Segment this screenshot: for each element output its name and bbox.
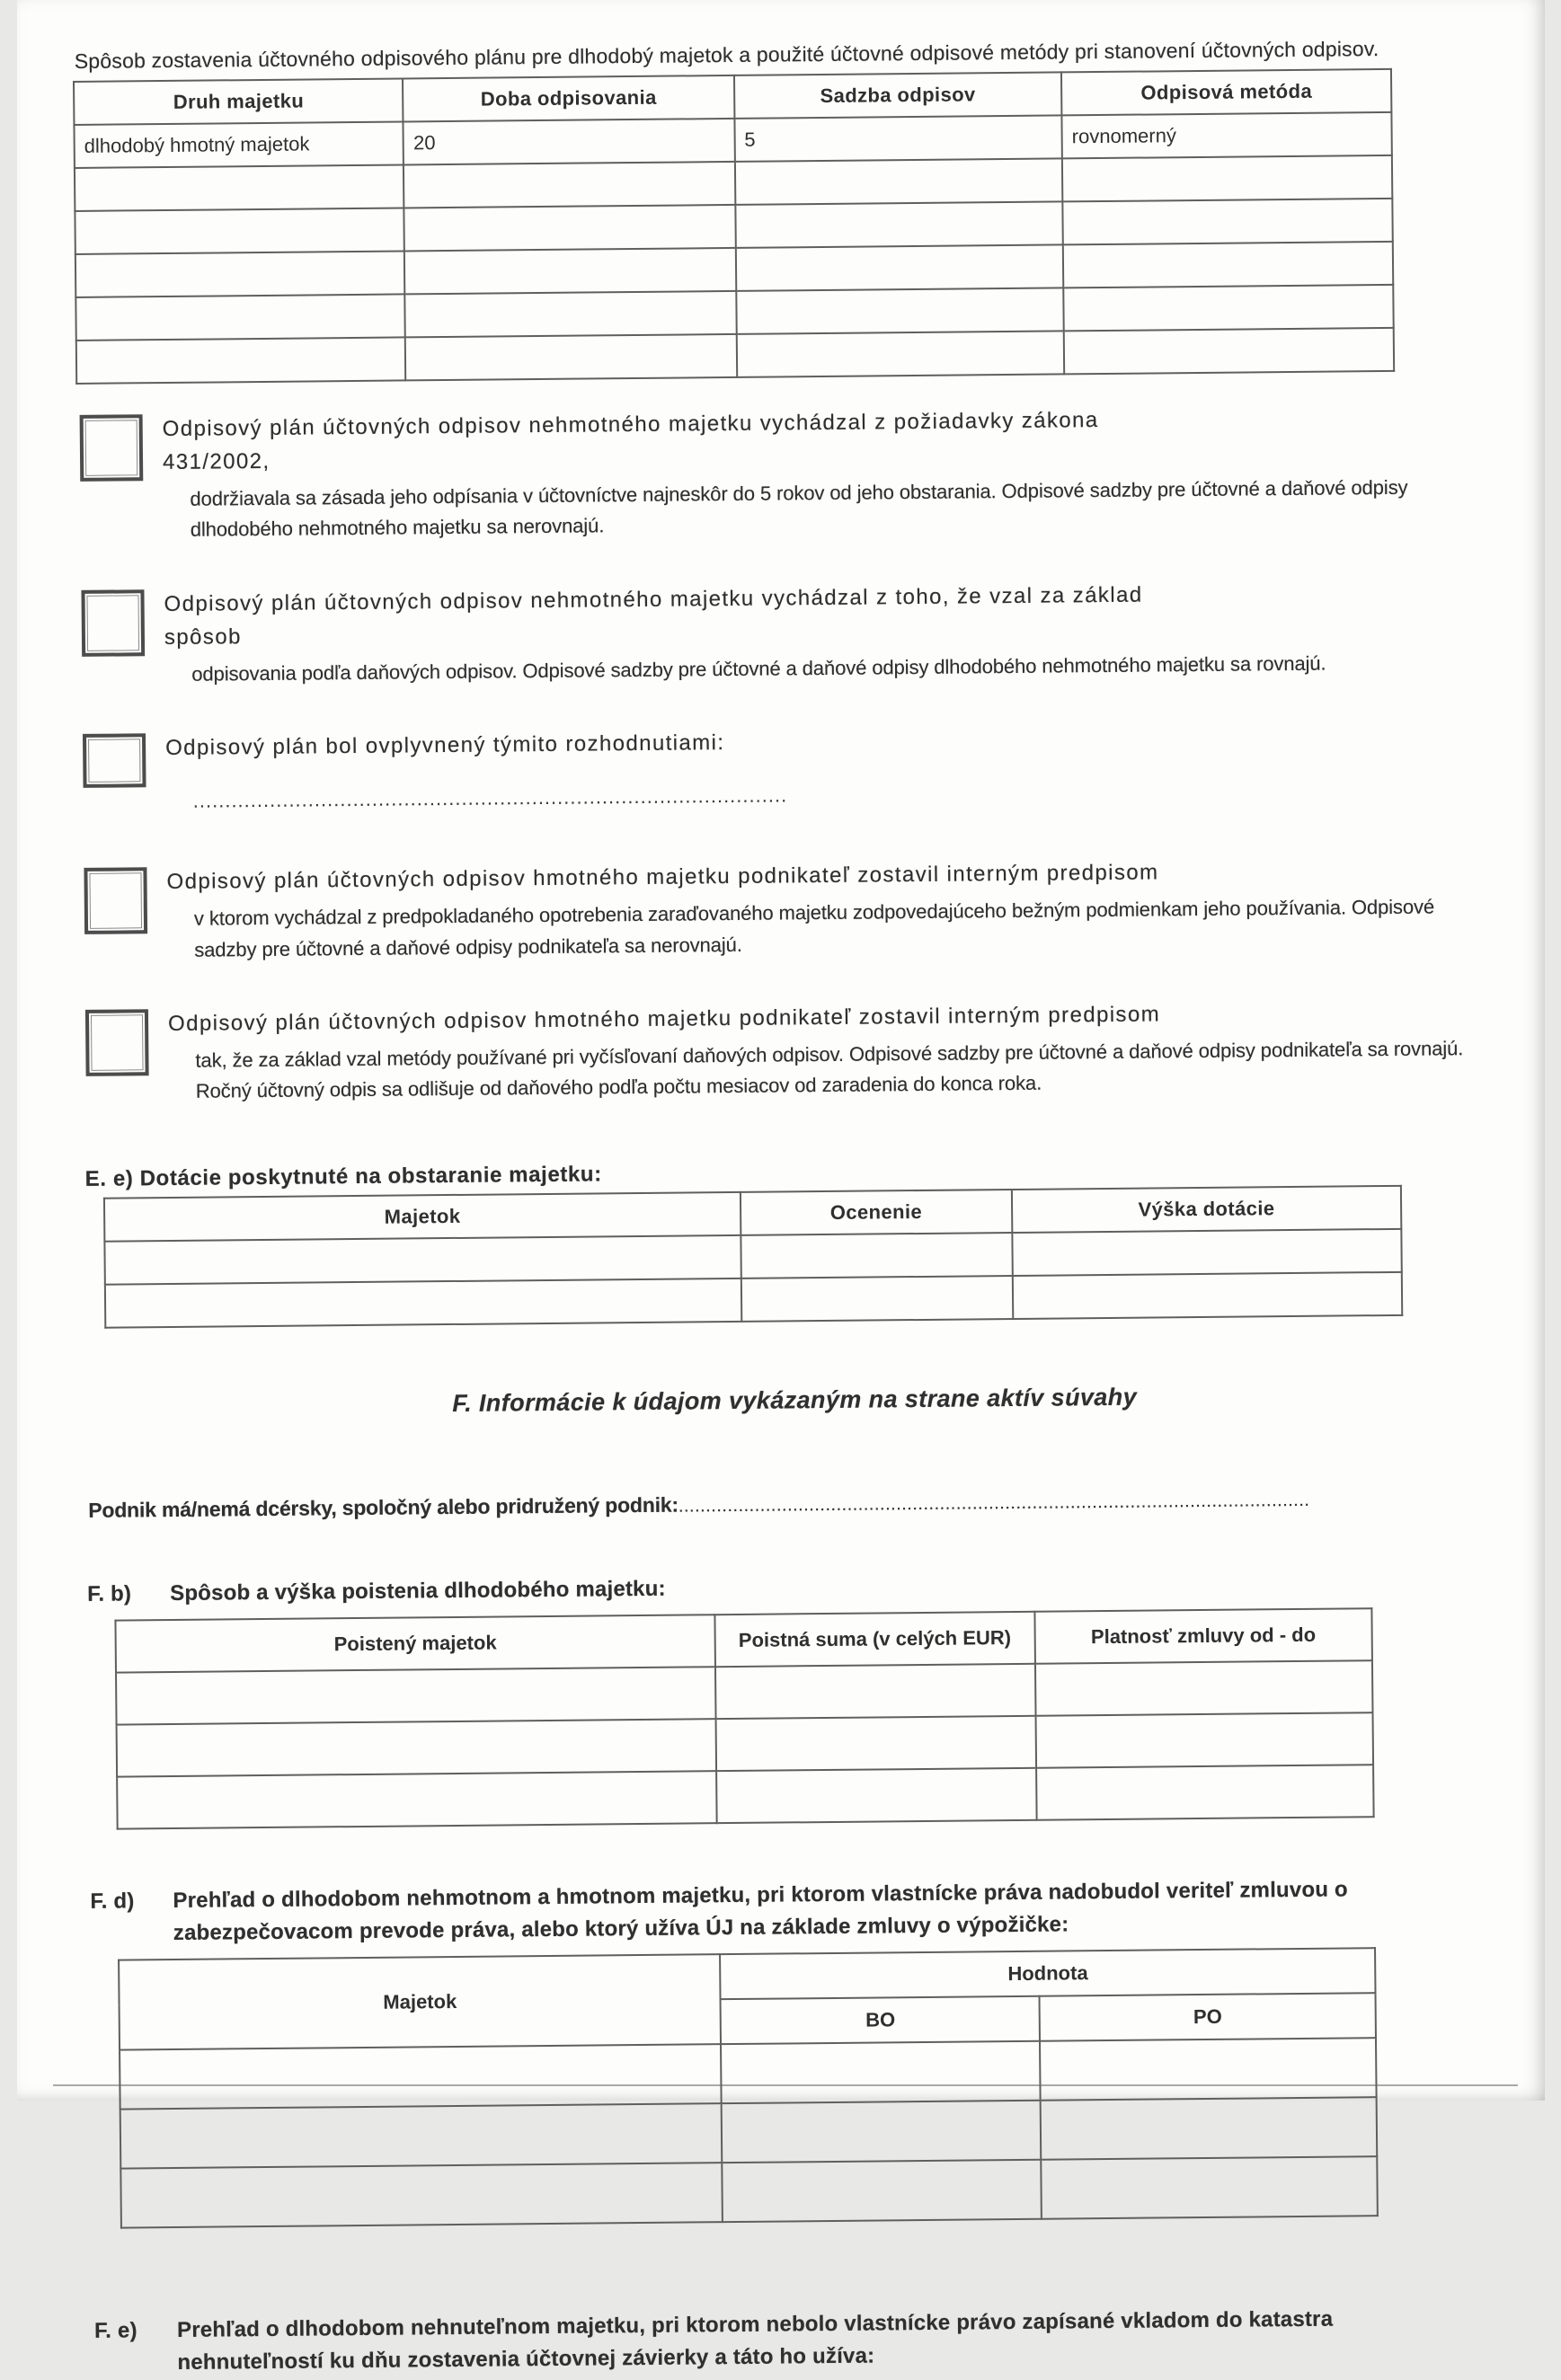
table-cell (404, 162, 735, 208)
column-header: Poistná suma (v celých EUR) (714, 1612, 1034, 1667)
subsidiary-label: Podnik má/nemá dcérsky, spoločný alebo pridružený podnik: (87, 1492, 679, 1522)
checkbox-section-tangible-internal-rule (84, 851, 1499, 966)
table-cell (735, 288, 1063, 333)
checkbox[interactable] (81, 589, 145, 657)
table-cell (75, 294, 405, 341)
section-title: Spôsob a výška poistenia dlhodobého majetku: (169, 1576, 666, 1606)
column-header: Ocenenie (740, 1190, 1011, 1235)
table-cell (1034, 1660, 1372, 1716)
column-header: Platnosť zmluvy od - do (1034, 1608, 1372, 1664)
section-f-e (93, 2302, 1512, 2380)
checkbox-section-tangible-tax-methods (84, 992, 1500, 1107)
table-cell (741, 1233, 1012, 1278)
table-cell (120, 2044, 722, 2109)
section-f-d (90, 1872, 1512, 2229)
subsidiary-statement (88, 1485, 1504, 1523)
section-label: F. e) (93, 2318, 137, 2343)
table-cell (74, 164, 404, 211)
table-row (117, 1765, 1373, 1828)
table-cell (116, 1719, 715, 1776)
checkbox[interactable] (84, 867, 147, 934)
table-cell (722, 2160, 1041, 2222)
section-title: E. e) Dotácie poskytnuté na obstaranie majetku: (84, 1162, 602, 1191)
table-cell (1063, 285, 1393, 332)
table-cell (1012, 1272, 1402, 1319)
table-cell (735, 244, 1063, 290)
section-lead-2: spôsob (164, 624, 242, 650)
table-cell: rovnomerný (1061, 112, 1391, 159)
column-header: Sadzba odpisov (733, 72, 1061, 118)
table-cell (741, 1276, 1012, 1322)
section-title: Prehľad o dlhodobom nehnuteľnom majetku, pri ktorom nebolo vlastnícke právo zapísané vkladom do katastra nehnuteľností ku dňu zostavenia účtovnej závierky a táto ho užíva: (176, 2306, 1333, 2375)
table-cell (1035, 1765, 1373, 1820)
column-header: Poistený majetok (115, 1615, 714, 1672)
table-cell (405, 334, 737, 381)
section-f-heading: F. Informácie k údajom vykázaným na strane aktív súvahy (451, 1383, 1137, 1417)
checkbox-section-decisions (82, 717, 1497, 814)
table-cell (1061, 155, 1391, 202)
insurance-table (114, 1607, 1374, 1829)
table-cell (1040, 2097, 1376, 2160)
table-cell (1012, 1229, 1402, 1276)
column-header: BO (721, 1996, 1040, 2044)
collateral-assets-table (118, 1947, 1379, 2228)
column-header: Majetok (119, 1954, 721, 2049)
table-cell (1062, 242, 1392, 288)
column-header: Výška dotácie (1011, 1186, 1401, 1233)
dotted-fill-line: .................................................................................................................... (678, 1490, 1310, 1517)
scanned-form-page (17, 0, 1545, 2375)
depreciation-plan-table (72, 68, 1394, 385)
table-cell (1062, 199, 1392, 245)
section-e-e (83, 1154, 1503, 1329)
section-lead: Odpisový plán účtovných odpisov hmotného majetku podnikateľ zostavil interným predpisom (167, 1002, 1160, 1036)
section-body: odpisovania podľa daňových odpisov. Odpisové sadzby pre účtovné a daňové odpisy dlhodobého nehmotného majetku sa rovnajú. (191, 651, 1326, 686)
section-body: dodržiavala sa zásada jeho odpísania v účtovníctve najneskôr do 5 rokov od jeho obstarania. Odpisové sadzby pre účtovné a daňové odpisy dlhodobého nehmotného majetku sa nerovnajú. (189, 476, 1408, 542)
dotted-fill-line: ............................................................................................. (192, 783, 787, 812)
section-lead-2: 431/2002, (162, 449, 271, 475)
checkbox[interactable] (84, 1009, 148, 1076)
table-cell (735, 201, 1063, 247)
table-cell (1040, 2038, 1376, 2101)
table-cell: 5 (734, 115, 1062, 161)
section-label: F. d) (89, 1889, 135, 1914)
column-header: Druh majetku (74, 78, 404, 125)
checkbox-section-intangible-law (79, 398, 1494, 547)
table-cell: 20 (403, 119, 734, 165)
table-cell (1063, 328, 1393, 375)
table-cell (734, 158, 1062, 204)
table-cell: dlhodobý hmotný majetok (74, 121, 404, 168)
column-header: PO (1039, 1993, 1375, 2041)
table-cell (104, 1278, 741, 1328)
table-cell (404, 248, 736, 295)
table-row (120, 2156, 1378, 2227)
checkbox-section-intangible-tax-basis (81, 572, 1496, 691)
section-lead: Odpisový plán bol ovplyvnený týmito rozhodnutiami: (164, 730, 725, 761)
section-body: tak, že za základ vzal metódy používané pri vyčísľovaní daňových odpisov. Odpisové sadzby pre účtovné a daňové odpisy podnikateľa sa rovnajú. Ročný účtovný odpis sa odlišuje od daňového podľa počtu mesiacov od zaradenia do konca roka. (194, 1036, 1463, 1102)
section-f-b (87, 1565, 1508, 1830)
table-cell (117, 1771, 716, 1828)
table-cell (404, 291, 736, 338)
checkbox[interactable] (82, 733, 146, 788)
column-header: Odpisová metóda (1061, 69, 1391, 116)
table-cell (714, 1664, 1034, 1719)
section-body: v ktorom vychádzal z predpokladaného opotrebenia zaraďovaného majetku zodpovedajúceho bežným podmienkam jeho používania. Odpisové sadzby pre účtovné a daňové odpisy podnikateľa sa nerovnajú. (193, 895, 1434, 961)
table-cell (75, 251, 404, 297)
table-cell (736, 331, 1064, 376)
table-cell (120, 2103, 722, 2168)
table-cell (75, 208, 404, 254)
column-header: Doba odpisovania (403, 75, 734, 122)
table-cell (715, 1768, 1035, 1823)
section-lead: Odpisový plán účtovných odpisov nehmotného majetku vychádzal z požiadavky zákona (162, 408, 1099, 442)
table-cell (116, 1667, 715, 1724)
table-cell (722, 2101, 1041, 2163)
column-header: Majetok (103, 1192, 740, 1242)
table-cell (120, 2163, 723, 2227)
table-cell (104, 1235, 741, 1285)
cut-off-table-edge (53, 2084, 1518, 2086)
section-title: Prehľad o dlhodobom nehmotnom a hmotnom majetku, pri ktorom vlastnícke práva nadobudol veriteľ zmluvou o zabezpečovacom prevode práva, alebo ktorý užíva ÚJ na základe zmluvy o výpožičke: (172, 1877, 1348, 1945)
section-lead: Odpisový plán účtovných odpisov nehmotného majetku vychádzal z toho, že vzal za základ (163, 582, 1143, 616)
table-cell (715, 1716, 1035, 1771)
column-group-header: Hodnota (720, 1948, 1375, 1999)
table-cell (721, 2041, 1040, 2103)
section-lead: Odpisový plán účtovných odpisov hmotného majetku podnikateľ zostavil interným predpisom (165, 860, 1159, 895)
checkbox[interactable] (79, 414, 143, 482)
intro-sentence: Spôsob zostavenia účtovného odpisového plánu pre dlhodobý majetok a použité účtovné odpisové metódy pri stanovení účtovných odpisov. (74, 37, 1379, 73)
table-cell (1041, 2156, 1377, 2219)
table-cell (75, 337, 405, 384)
table-cell (404, 205, 735, 252)
section-label: F. b) (86, 1581, 131, 1606)
subsidies-table (102, 1185, 1402, 1329)
table-cell (1035, 1712, 1373, 1768)
